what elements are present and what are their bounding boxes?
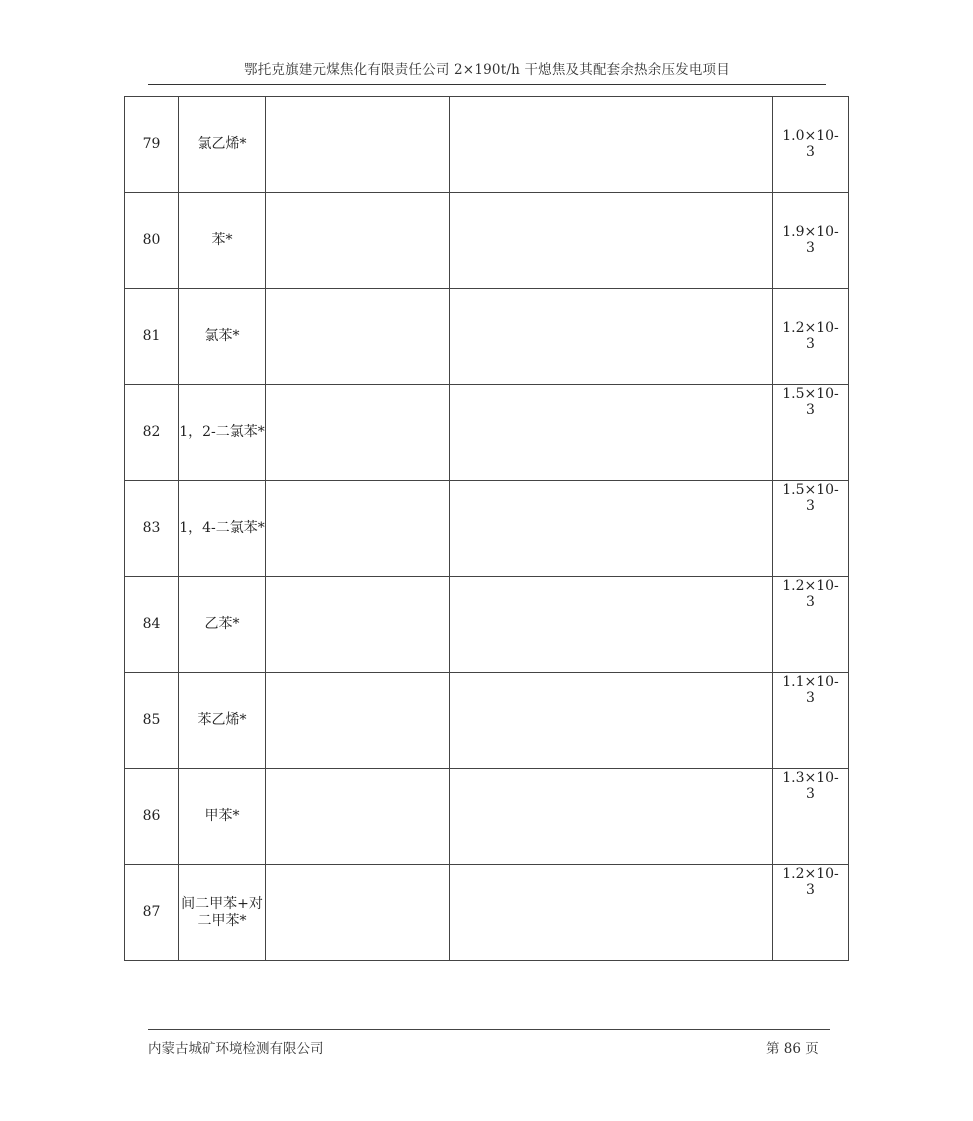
cell-number: 85 — [125, 673, 179, 769]
table-row — [125, 385, 849, 481]
cell-value-cell — [773, 193, 849, 289]
table-body — [125, 97, 849, 961]
cell-value: 1.2×10-3 — [782, 578, 839, 610]
cell-value: 1.1×10-3 — [782, 674, 839, 706]
cell-empty-d — [450, 97, 773, 193]
cell-substance-name: 甲苯* — [179, 769, 266, 865]
page-prefix: 第 — [766, 1041, 780, 1057]
table-row — [125, 769, 849, 865]
cell-number: 80 — [125, 193, 179, 289]
cell-empty-c — [266, 193, 450, 289]
cell-value: 1.5×10-3 — [782, 386, 839, 418]
cell-value: 1.5×10-3 — [782, 482, 839, 514]
cell-empty-c — [266, 385, 450, 481]
page-number: 86 — [783, 1041, 801, 1057]
cell-substance-name: 乙苯* — [179, 577, 266, 673]
table-row — [125, 577, 849, 673]
cell-value-cell — [773, 577, 849, 673]
cell-substance-name: 间二甲苯+对二甲苯* — [179, 865, 266, 961]
cell-value-cell — [773, 289, 849, 385]
cell-substance-name: 1，4-二氯苯* — [179, 481, 266, 577]
cell-empty-c — [266, 289, 450, 385]
cell-value: 1.2×10-3 — [782, 866, 839, 898]
cell-empty-c — [266, 577, 450, 673]
header-divider — [148, 84, 826, 85]
page-suffix: 页 — [805, 1041, 819, 1057]
page-header-title: 鄂托克旗建元煤焦化有限责任公司 2×190t/h 干熄焦及其配套余热余压发电项目 — [244, 62, 730, 78]
cell-value-cell — [773, 385, 849, 481]
cell-value: 1.2×10-3 — [782, 320, 839, 352]
table-row — [125, 865, 849, 961]
cell-value: 1.9×10-3 — [782, 224, 839, 256]
cell-substance-name: 苯乙烯* — [179, 673, 266, 769]
cell-number: 84 — [125, 577, 179, 673]
cell-empty-d — [450, 193, 773, 289]
table-row — [125, 97, 849, 193]
cell-substance-name: 氯苯* — [179, 289, 266, 385]
cell-empty-d — [450, 577, 773, 673]
cell-empty-d — [450, 673, 773, 769]
cell-empty-c — [266, 481, 450, 577]
table-row — [125, 673, 849, 769]
cell-empty-d — [450, 865, 773, 961]
cell-value-cell — [773, 769, 849, 865]
cell-number: 86 — [125, 769, 179, 865]
cell-number: 82 — [125, 385, 179, 481]
cell-empty-c — [266, 865, 450, 961]
footer-company: 内蒙古城矿环境检测有限公司 — [148, 1041, 324, 1057]
cell-empty-c — [266, 97, 450, 193]
table-row — [125, 481, 849, 577]
cell-value-cell — [773, 97, 849, 193]
cell-number: 83 — [125, 481, 179, 577]
cell-number: 79 — [125, 97, 179, 193]
cell-value: 1.0×10-3 — [782, 128, 839, 160]
cell-empty-d — [450, 769, 773, 865]
cell-value-cell — [773, 865, 849, 961]
cell-empty-c — [266, 673, 450, 769]
cell-empty-c — [266, 769, 450, 865]
cell-substance-name: 苯* — [179, 193, 266, 289]
footer-page-number — [766, 1037, 819, 1057]
footer-divider — [148, 1029, 830, 1030]
table-row — [125, 289, 849, 385]
cell-number: 81 — [125, 289, 179, 385]
cell-value: 1.3×10-3 — [782, 770, 839, 802]
cell-value-cell — [773, 673, 849, 769]
cell-value-cell — [773, 481, 849, 577]
table-row — [125, 193, 849, 289]
cell-substance-name: 1，2-二氯苯* — [179, 385, 266, 481]
cell-number: 87 — [125, 865, 179, 961]
data-table — [124, 96, 849, 961]
cell-substance-name: 氯乙烯* — [179, 97, 266, 193]
cell-empty-d — [450, 385, 773, 481]
cell-empty-d — [450, 289, 773, 385]
cell-empty-d — [450, 481, 773, 577]
